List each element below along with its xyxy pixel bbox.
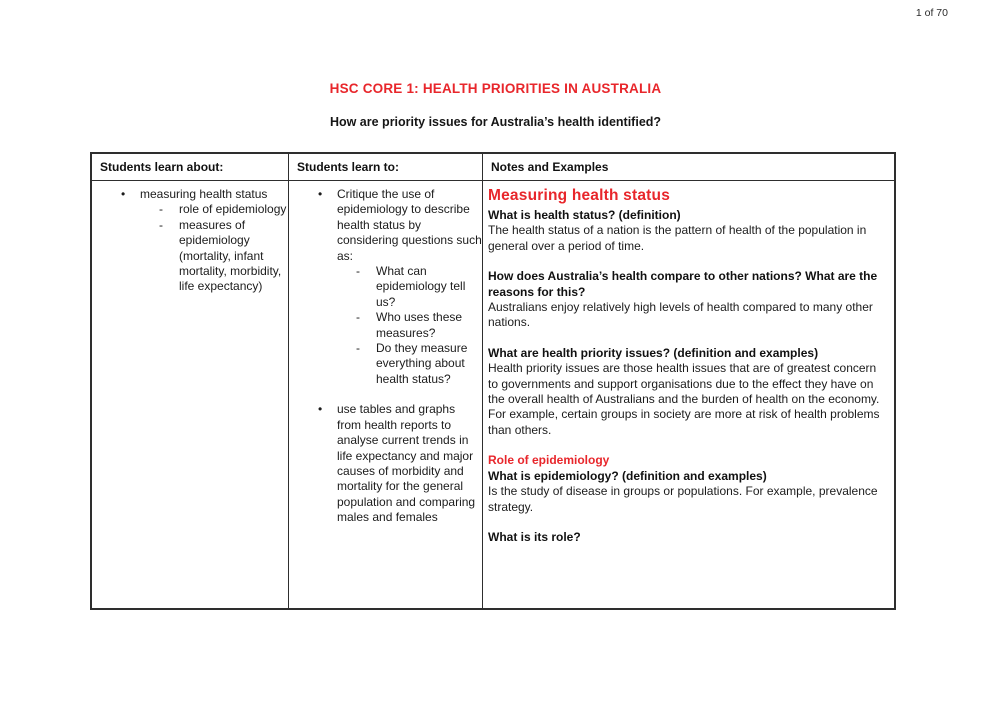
document-subtitle: How are priority issues for Australia’s health identified? — [329, 115, 662, 129]
notes-answer: For example, certain groups in society are more at risk of health problems than others. — [488, 407, 880, 437]
list-item — [318, 402, 482, 525]
notes-section-heading: Measuring health status — [488, 187, 671, 204]
syllabus-table — [90, 152, 896, 610]
dash-icon — [356, 310, 376, 325]
list-item — [356, 310, 482, 341]
list-item — [121, 187, 288, 202]
list-item — [318, 187, 482, 264]
column-header-notes: Notes and Examples — [483, 154, 894, 181]
notes-answer: Is the study of disease in groups or populations. For example, prevalence strategy. — [488, 484, 878, 514]
column-header-learn-about: Students learn about: — [92, 154, 289, 181]
bullet-icon — [121, 187, 140, 202]
list-item-label: Critique the use of epidemiology to describe health status by considering questions such as: — [337, 187, 482, 263]
list-item-label: measures of epidemiology (mortality, infant mortality, morbidity, life expectancy) — [179, 217, 282, 294]
list-item-label: Who uses these measures? — [376, 310, 463, 340]
learn-to-cell — [289, 181, 483, 608]
dash-icon — [356, 341, 376, 356]
notes-answer: The health status of a nation is the pattern of health of the population in general over a period of time. — [488, 223, 867, 253]
dash-icon — [159, 218, 179, 233]
list-item — [159, 202, 288, 217]
list-item — [159, 218, 288, 295]
document-title: HSC CORE 1: HEALTH PRIORITIES IN AUSTRALIA — [329, 81, 662, 96]
notes-question: How does Australia’s health compare to other nations? What are the reasons for this? — [488, 269, 878, 299]
list-item-label: use tables and graphs from health reports to analyse current trends in life expectancy and major causes of morbidity and mortality for the general population and comparing males and females — [337, 402, 476, 525]
learn-about-cell — [92, 181, 289, 608]
notes-question: What are health priority issues? (definition and examples) — [488, 345, 819, 360]
notes-question: What is epidemiology? (definition and examples) — [488, 468, 767, 483]
notes-cell — [483, 181, 894, 608]
notes-answer: Health priority issues are those health issues that are of greatest concern to governments and support organisations due to the effect they have on the overall health of Australians and the burden of health on the economy. — [488, 361, 880, 407]
notes-subsection-heading: Role of epidemiology — [488, 453, 610, 468]
dash-icon — [159, 202, 179, 217]
bullet-icon — [318, 187, 337, 202]
column-header-learn-to: Students learn to: — [289, 154, 483, 181]
list-item-label: What can epidemiology tell us? — [376, 264, 466, 309]
notes-question: What is its role? — [488, 529, 581, 544]
list-item-label: Do they measure everything about health status? — [376, 341, 468, 386]
list-item-label: role of epidemiology — [179, 202, 287, 217]
notes-question: What is health status? (definition) — [488, 208, 681, 222]
list-item-label: measuring health status — [140, 187, 268, 201]
bullet-icon — [318, 402, 337, 417]
list-item — [356, 341, 482, 387]
page-indicator: 1 of 70 — [915, 7, 948, 19]
dash-icon — [356, 264, 376, 279]
notes-answer: Australians enjoy relatively high levels of health compared to many other nations. — [488, 300, 873, 330]
list-item — [356, 264, 482, 310]
